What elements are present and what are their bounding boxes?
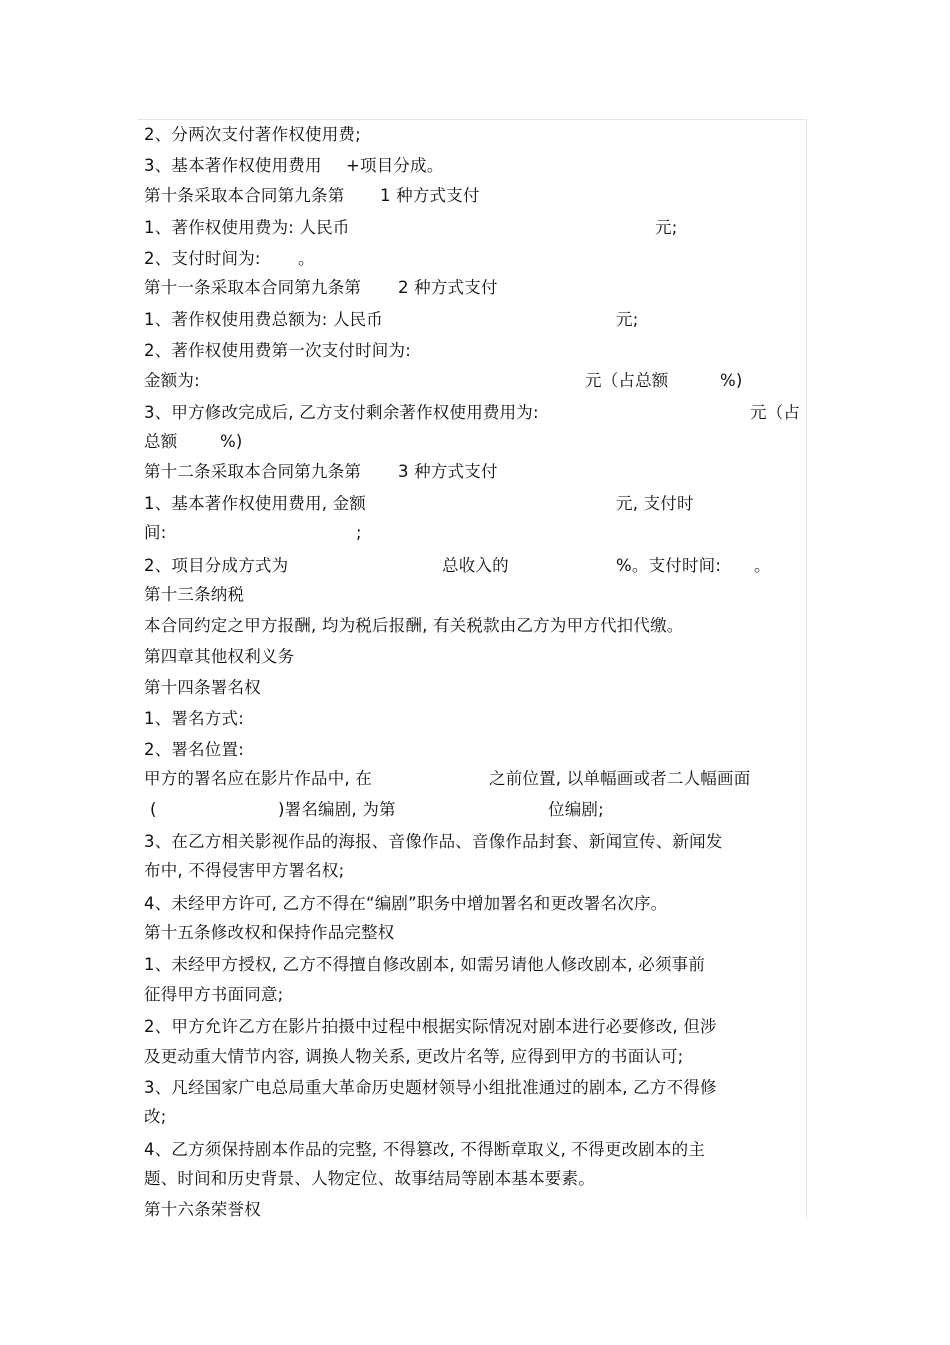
- text-line: 3 种方式支付: [398, 462, 498, 481]
- text-line: 元, 支付时: [616, 494, 694, 513]
- text-line: 位编剧;: [548, 800, 604, 819]
- text-line: 总额: [144, 432, 178, 451]
- text-line: +项目分成。: [346, 156, 444, 175]
- text-line: 。: [298, 249, 315, 268]
- text-line: 第十六条荣誉权: [144, 1200, 261, 1219]
- text-line: %): [220, 432, 243, 451]
- text-line: 元（占总额: [585, 371, 669, 390]
- text-line: 间:: [144, 523, 167, 542]
- text-line: 2、著作权使用费第一次支付时间为:: [144, 341, 411, 360]
- text-line: 总收入的: [442, 556, 509, 575]
- text-line: )署名编剧, 为第: [278, 800, 396, 819]
- text-line: 2、支付时间为:: [144, 249, 261, 268]
- text-line: 金额为:: [144, 371, 200, 390]
- text-line: 元;: [655, 218, 678, 237]
- text-line: %): [720, 371, 743, 390]
- text-line: 1、基本著作权使用费用, 金额: [144, 494, 366, 513]
- text-line: 1、著作权使用费为: 人民币: [144, 218, 350, 237]
- text-line: 1、著作权使用费总额为: 人民币: [144, 310, 384, 329]
- text-line: 2 种方式支付: [398, 278, 498, 297]
- text-line: 3、基本著作权使用费用: [144, 156, 322, 175]
- text-line: 第十五条修改权和保持作品完整权: [144, 923, 395, 942]
- text-line: 4、未经甲方许可, 乙方不得在“编剧”职务中增加署名和更改署名次序。: [144, 894, 668, 913]
- text-line: 征得甲方书面同意;: [144, 985, 284, 1004]
- text-line: 2、项目分成方式为: [144, 556, 289, 575]
- text-line: 2、甲方允许乙方在影片拍摄中过程中根据实际情况对剧本进行必要修改, 但涉: [144, 1017, 717, 1036]
- text-line: 元;: [616, 310, 639, 329]
- text-line: 之前位置, 以单幅画或者二人幅画面: [489, 769, 751, 788]
- text-line: 。: [754, 556, 771, 575]
- text-line: 第十四条署名权: [144, 678, 261, 697]
- text-line: 本合同约定之甲方报酬, 均为税后报酬, 有关税款由乙方为甲方代扣代缴。: [144, 616, 684, 635]
- text-line: 1、未经甲方授权, 乙方不得擅自修改剧本, 如需另请他人修改剧本, 必须事前: [144, 955, 706, 974]
- text-line: (: [150, 800, 157, 819]
- text-line: %。支付时间:: [616, 556, 722, 575]
- text-line: 第十一条采取本合同第九条第: [144, 278, 362, 297]
- text-line: 3、凡经国家广电总局重大革命历史题材领导小组批准通过的剧本, 乙方不得修: [144, 1078, 717, 1097]
- text-line: 2、署名位置:: [144, 740, 244, 759]
- text-line: 第十二条采取本合同第九条第: [144, 462, 362, 481]
- text-line: 3、甲方修改完成后, 乙方支付剩余著作权使用费用为:: [144, 403, 539, 422]
- text-line: 2、分两次支付著作权使用费;: [144, 125, 361, 144]
- text-line: ;: [356, 523, 362, 542]
- text-line: 第十三条纳税: [144, 585, 245, 604]
- text-line: 3、在乙方相关影视作品的海报、音像作品、音像作品封套、新闻宣传、新闻发: [144, 832, 723, 851]
- text-line: 第十条采取本合同第九条第: [144, 186, 345, 205]
- text-line: 4、乙方须保持剧本作品的完整, 不得篡改, 不得断章取义, 不得更改剧本的主: [144, 1140, 706, 1159]
- text-line: 及更动重大情节内容, 调换人物关系, 更改片名等, 应得到甲方的书面认可;: [144, 1047, 684, 1066]
- text-line: 1 种方式支付: [380, 186, 480, 205]
- text-line: 题、时间和历史背景、人物定位、故事结局等剧本基本要素。: [144, 1169, 595, 1188]
- text-line: 第四章其他权利义务: [144, 647, 295, 666]
- text-line: 改;: [144, 1107, 167, 1126]
- text-line: 元（占: [750, 403, 801, 422]
- text-line: 布中, 不得侵害甲方署名权;: [144, 861, 345, 880]
- text-line: 甲方的署名应在影片作品中, 在: [144, 769, 372, 788]
- text-line: 1、署名方式:: [144, 709, 244, 728]
